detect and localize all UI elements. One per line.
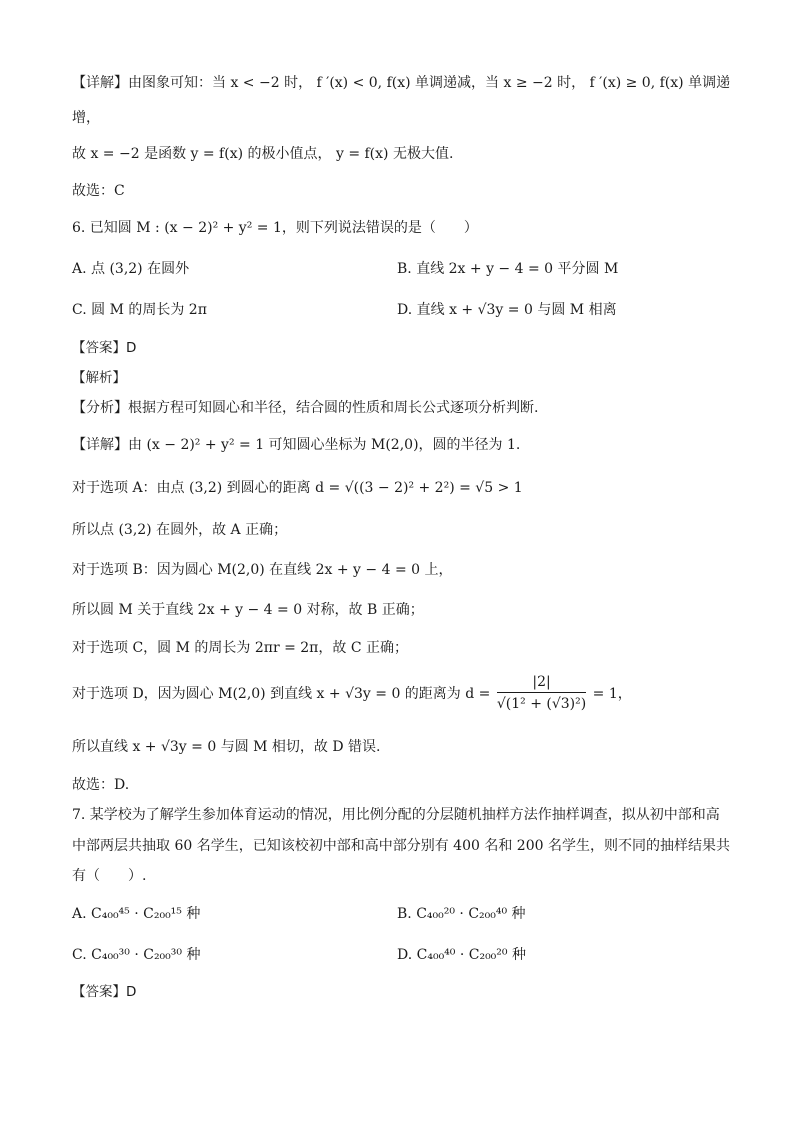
detail-6-option-a: 对于选项 A：由点 (3,2) 到圆心的距离 d = √((3 − 2)² + 2²) = √5 > 1: [72, 480, 523, 496]
detail-line-1: 【详解】由图象可知：当 x < −2 时， f ′(x) < 0, f(x) 单调递减，当 x ≥ −2 时， f ′(x) ≥ 0, f(x) 单调递: [72, 75, 731, 91]
detail-line-3: 故 x = −2 是函数 y = f(x) 的极小值点， y = f(x) 无极大值.: [72, 146, 454, 162]
answer-label-6: 【答案】D: [72, 340, 137, 356]
question-7-option-d: D. C₄₀₀⁴⁰ · C₂₀₀²⁰ 种: [397, 947, 526, 963]
answer-choice-6: 故选：D.: [72, 777, 130, 793]
detail-6-option-b-conclusion: 所以圆 M 关于直线 2x + y − 4 = 0 对称，故 B 正确；: [72, 602, 424, 618]
analysis-label-6: 【解析】: [72, 370, 126, 386]
distance-fraction: [497, 673, 586, 715]
question-6-option-c: C. 圆 M 的周长为 2π: [72, 302, 207, 318]
detail-6-line-1: 【详解】由 (x − 2)² + y² = 1 可知圆心坐标为 M(2,0)，圆的半径为 1.: [72, 437, 521, 453]
detail-6-option-d-text: 对于选项 D，因为圆心 M(2,0) 到直线 x + √3y = 0 的距离为 d =: [72, 686, 491, 702]
question-6-stem: 6. 已知圆 M : (x − 2)² + y² = 1，则下列说法错误的是（ ）: [72, 220, 478, 236]
detail-6-option-d-result: = 1，: [592, 686, 632, 702]
question-7-stem-line-2: 中部两层共抽取 60 名学生，已知该校初中部和高中部分别有 400 名和 200 名学生，则不同的抽样结果共: [72, 838, 730, 854]
fraction-numerator: |2|: [497, 673, 586, 693]
detail-6-option-a-conclusion: 所以点 (3,2) 在圆外，故 A 正确；: [72, 522, 288, 538]
question-6-option-b: B. 直线 2x + y − 4 = 0 平分圆 M: [397, 261, 619, 277]
detail-6-option-c: 对于选项 C，圆 M 的周长为 2πr = 2π，故 C 正确；: [72, 640, 408, 656]
answer-label-7: 【答案】D: [72, 984, 137, 1000]
fraction-denominator: √(1² + (√3)²): [496, 696, 587, 712]
answer-choice-5: 故选：C: [72, 183, 125, 199]
detail-6-option-b: 对于选项 B：因为圆心 M(2,0) 在直线 2x + y − 4 = 0 上，: [72, 562, 453, 578]
question-7-option-c: C. C₄₀₀³⁰ · C₂₀₀³⁰ 种: [72, 947, 201, 963]
question-7-option-a: A. C₄₀₀⁴⁵ · C₂₀₀¹⁵ 种: [72, 906, 201, 922]
question-7-stem-line-1: 7. 某学校为了解学生参加体育运动的情况，用比例分配的分层随机抽样方法作抽样调查，拟从初中部和高: [72, 807, 720, 823]
detail-6-option-d: [72, 672, 632, 716]
detail-line-2: 增，: [72, 110, 100, 126]
question-7-option-b: B. C₄₀₀²⁰ · C₂₀₀⁴⁰ 种: [397, 906, 526, 922]
question-6-option-a: A. 点 (3,2) 在圆外: [72, 261, 190, 277]
question-6-option-d: D. 直线 x + √3y = 0 与圆 M 相离: [397, 302, 617, 318]
analysis-summary-6: 【分析】根据方程可知圆心和半径，结合圆的性质和周长公式逐项分析判断.: [72, 400, 539, 416]
question-7-stem-line-3: 有（ ）.: [72, 868, 147, 884]
detail-6-option-d-conclusion: 所以直线 x + √3y = 0 与圆 M 相切，故 D 错误.: [72, 739, 381, 755]
